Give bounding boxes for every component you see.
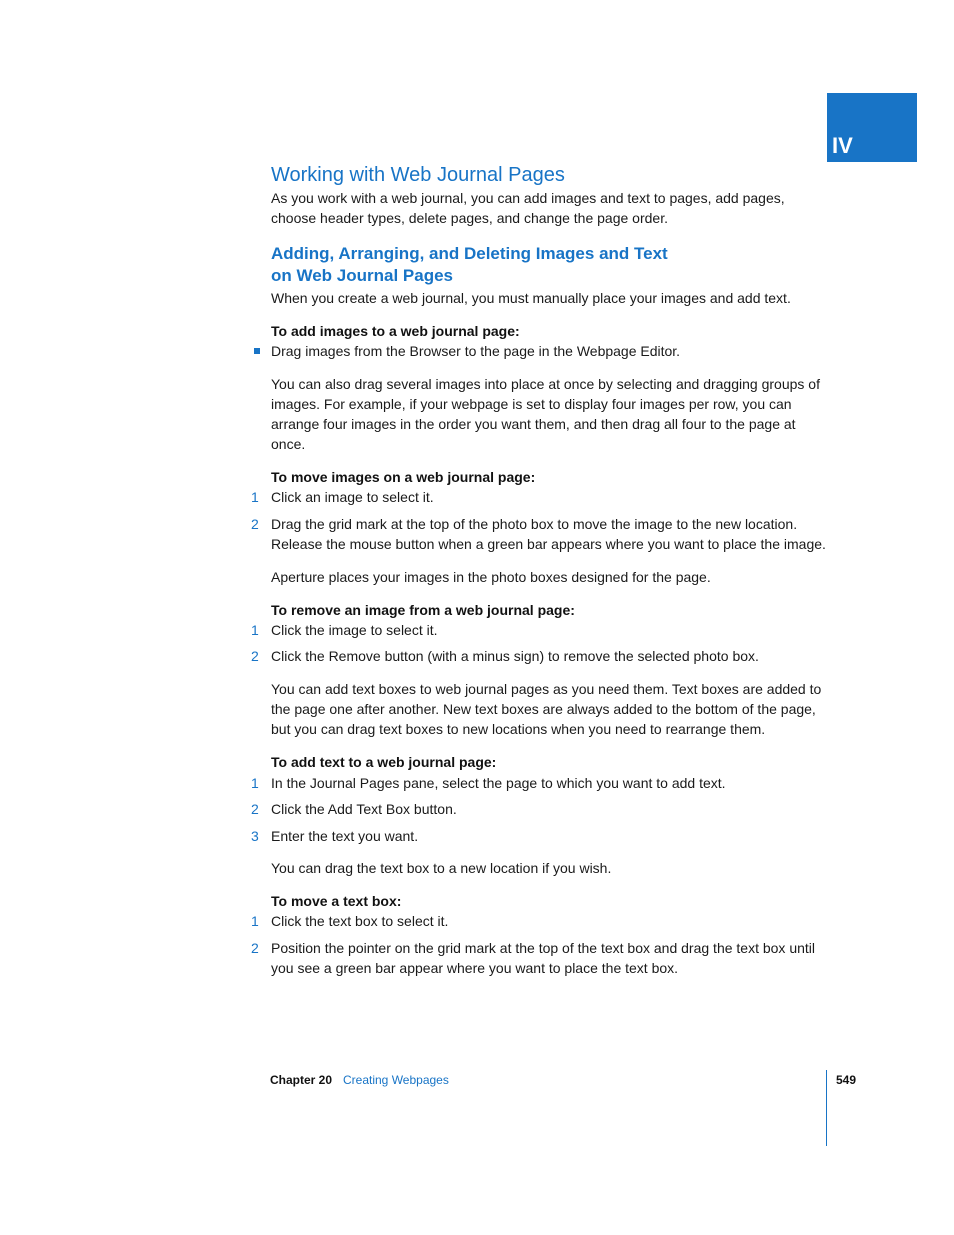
part-tab-label: IV [832, 133, 853, 158]
step-text: Click the Add Text Box button. [271, 801, 457, 817]
move-text-box-label: To move a text box: [271, 893, 402, 909]
add-text-label: To add text to a web journal page: [271, 754, 497, 770]
step-text: Click the Remove button (with a minus sign) to remove the selected photo box. [271, 648, 759, 664]
section-intro: When you create a web journal, you must manually place your images and add text. [271, 290, 791, 306]
intro-paragraph: As you work with a web journal, you can add images and text to pages, add pages, choose header types, delete pages, and change the page order. [271, 190, 785, 226]
add-text-note: You can drag the text box to a new location if you wish. [271, 860, 612, 876]
section-heading [271, 243, 668, 287]
page-number: 549 [836, 1073, 857, 1087]
section-heading-line2: on Web Journal Pages [271, 266, 454, 285]
footer-divider [826, 1070, 827, 1146]
step-number: 1 [251, 913, 259, 929]
step-text: Click the text box to select it. [271, 913, 449, 929]
step-number: 2 [251, 516, 259, 532]
step-number: 2 [251, 648, 259, 664]
remove-image-label: To remove an image from a web journal page: [271, 602, 575, 618]
add-images-note: You can also drag several images into place at once by selecting and dragging groups of images. For example, if your webpage is set to display four images per row, you can arrange four images in the order you want them, and then drag all four to the page at once. [271, 376, 820, 452]
remove-image-note: You can add text boxes to web journal pages as you need them. Text boxes are added to the page one after another. New text boxes are always added to the bottom of the page, but you can drag text boxes to new locations when you need to rearrange them. [271, 681, 822, 737]
bullet-icon [254, 348, 260, 354]
step-number: 2 [251, 940, 259, 956]
add-images-label: To add images to a web journal page: [271, 323, 520, 339]
move-images-note: Aperture places your images in the photo boxes designed for the page. [271, 569, 711, 585]
step-number: 3 [251, 828, 259, 844]
step-number: 1 [251, 489, 259, 505]
step-text: Drag the grid mark at the top of the photo box to move the image to the new location. Release the mouse button when a green bar appears where you want to place the image. [271, 516, 826, 552]
step-number: 1 [251, 622, 259, 638]
page-title: Working with Web Journal Pages [271, 164, 565, 186]
step-number: 1 [251, 775, 259, 791]
step-text: Position the pointer on the grid mark at the top of the text box and drag the text box until you see a green bar appear where you want to place the text box. [271, 940, 816, 976]
add-images-bullet: Drag images from the Browser to the page in the Webpage Editor. [271, 343, 681, 359]
step-text: Enter the text you want. [271, 828, 419, 844]
step-text: Click the image to select it. [271, 622, 438, 638]
step-number: 2 [251, 801, 259, 817]
footer-chapter-title: Creating Webpages [343, 1073, 449, 1087]
section-heading-line1: Adding, Arranging, and Deleting Images and Text [271, 244, 668, 263]
step-text: In the Journal Pages pane, select the page to which you want to add text. [271, 775, 726, 791]
step-text: Click an image to select it. [271, 489, 434, 505]
part-tab [827, 93, 917, 162]
move-images-label: To move images on a web journal page: [271, 469, 536, 485]
footer-chapter: Chapter 20 [270, 1073, 333, 1087]
